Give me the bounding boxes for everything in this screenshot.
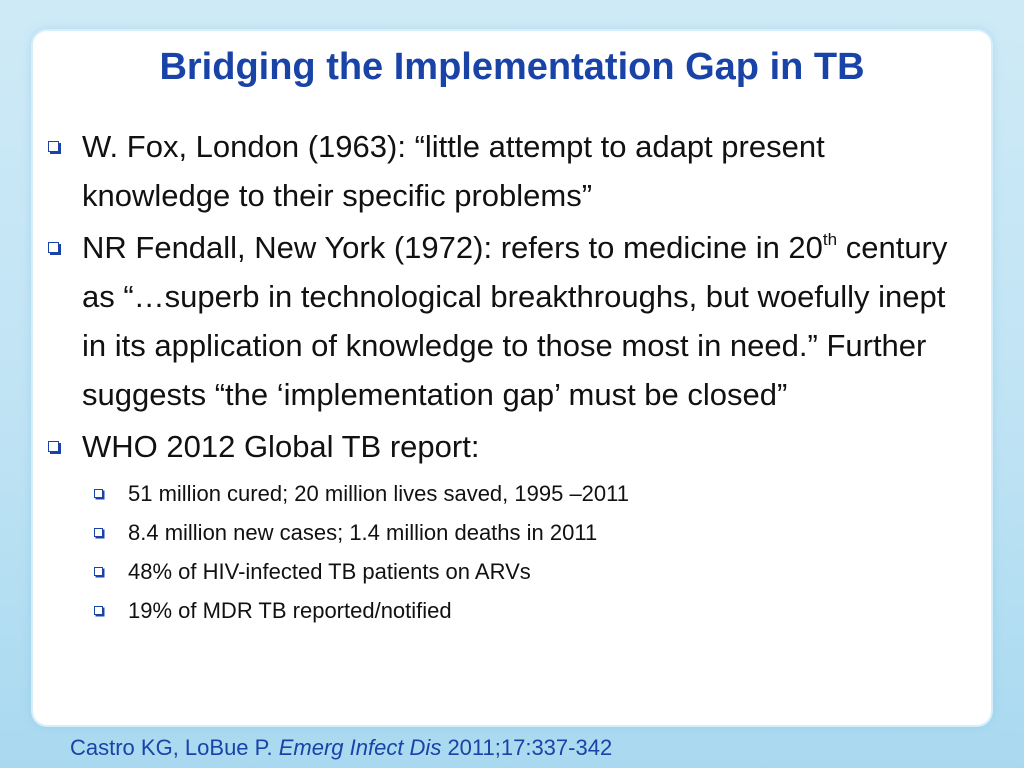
bullet-fox [46, 122, 976, 220]
sub-bullet [92, 474, 976, 513]
checkbox-bullet-icon [48, 242, 59, 253]
slide-title: Bridging the Implementation Gap in TB [159, 46, 865, 88]
checkbox-bullet-icon [94, 567, 103, 576]
bullet-text: NR Fendall, New York (1972): refers to medicine in 20 [82, 230, 823, 265]
citation-journal: Emerg Infect Dis [278, 735, 442, 760]
checkbox-bullet-icon [94, 489, 103, 498]
ordinal-superscript: th [822, 229, 838, 249]
bullet-list [46, 122, 976, 630]
bullet-who [46, 422, 976, 471]
sub-bullet-text: 51 million cured; 20 million lives saved, 1995 –2011 [128, 481, 629, 506]
citation-footer [70, 733, 612, 763]
bullet-text: WHO 2012 Global TB report: [82, 429, 480, 464]
sub-bullet-text: 48% of HIV-infected TB patients on ARVs [128, 559, 531, 584]
checkbox-bullet-icon [94, 606, 103, 615]
sub-bullet [92, 552, 976, 591]
sub-bullet-text: 8.4 million new cases; 1.4 million deaths in 2011 [128, 520, 598, 545]
sub-bullet-text: 19% of MDR TB reported/notified [128, 598, 452, 623]
bullet-fendall [46, 223, 976, 419]
bullet-text: W. Fox, London (1963): “little attempt to adapt present knowledge to their specific problems” [82, 129, 825, 213]
checkbox-bullet-icon [94, 528, 103, 537]
bullet-text-continued: century as “…superb in technological breakthroughs, but woefully inept in its application of knowledge to those most in need.” Further suggests “the ‘implementation gap’ must be closed” [82, 230, 948, 412]
sub-bullet [92, 513, 976, 552]
checkbox-bullet-icon [48, 441, 59, 452]
checkbox-bullet-icon [48, 141, 59, 152]
sub-bullet [92, 591, 976, 630]
citation-authors: Castro KG, LoBue P. [70, 735, 279, 760]
citation-volume: 2011;17:337-342 [441, 735, 613, 760]
